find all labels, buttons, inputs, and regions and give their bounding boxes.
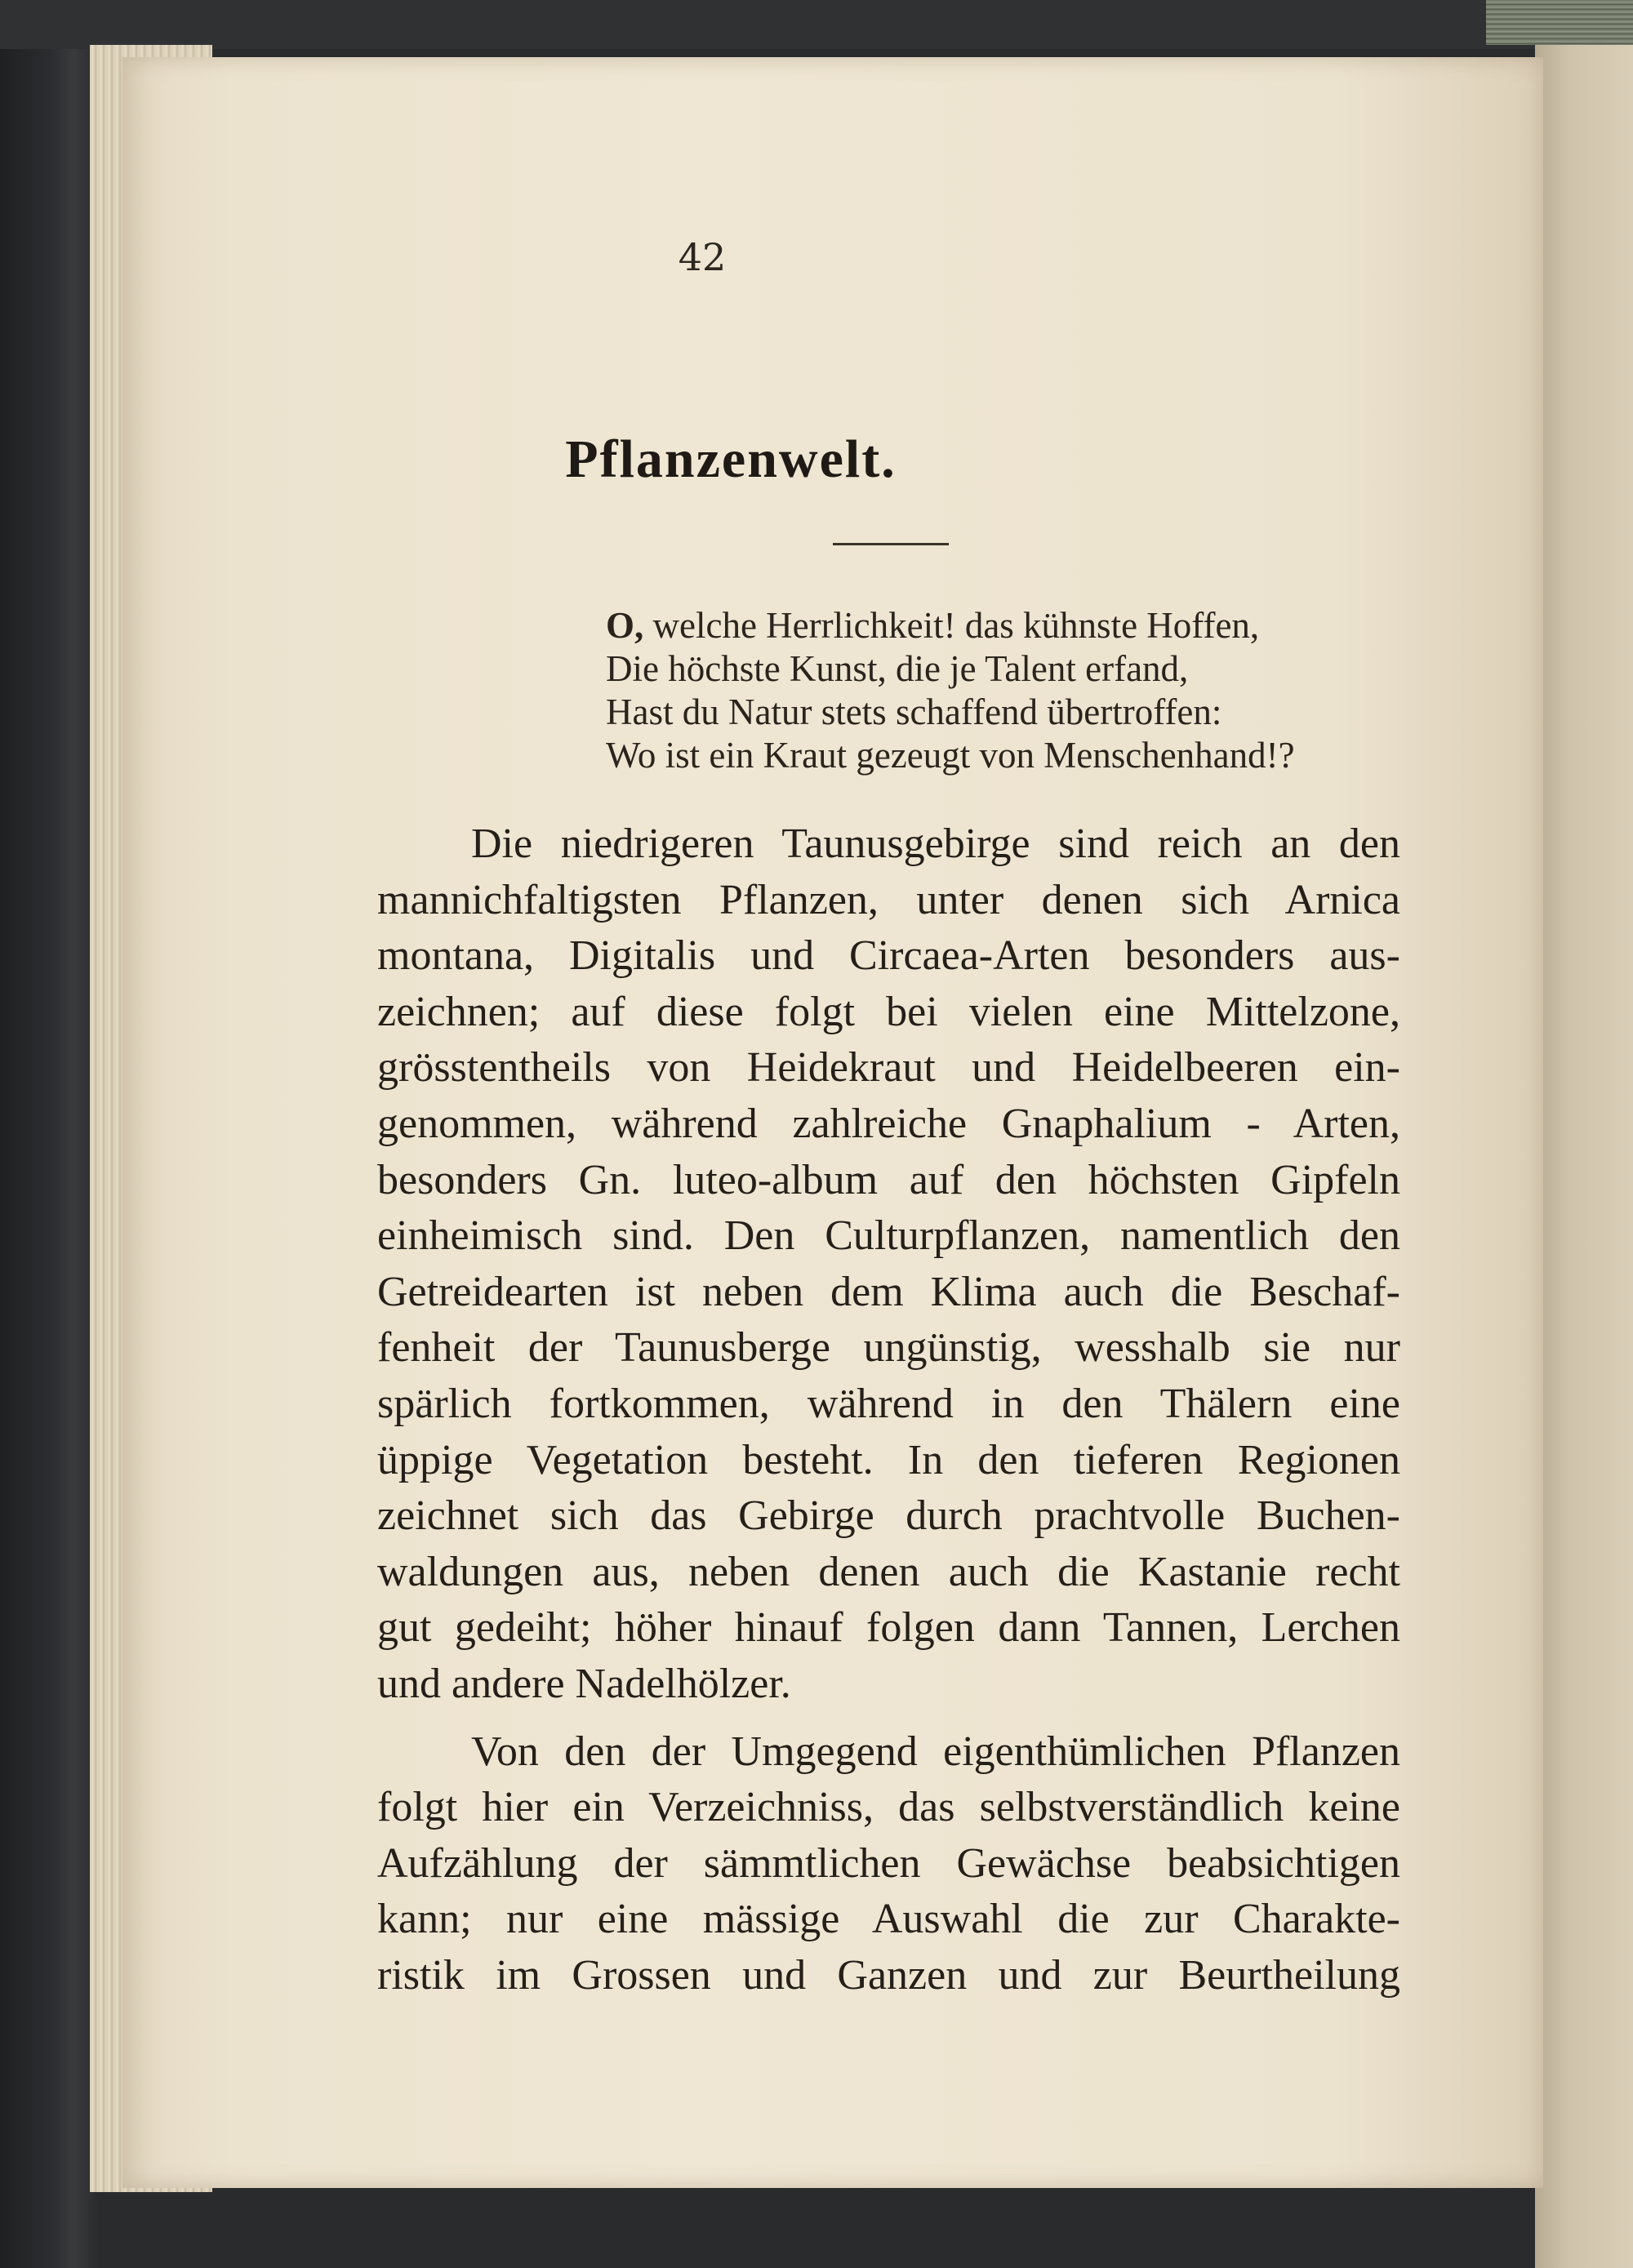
text-line: mannichfaltigsten Pflanzen, unter denen sich Arnica bbox=[377, 876, 1400, 923]
text-line: kann; nur eine mässige Auswahl die zur Charakte- bbox=[377, 1896, 1400, 1943]
book-page bbox=[122, 57, 1543, 2188]
text-line: folgt hier ein Verzeichniss, das selbstverständlich keine bbox=[377, 1784, 1400, 1831]
text-line: waldungen aus, neben denen auch die Kastanie recht bbox=[377, 1548, 1400, 1595]
paragraph-2 bbox=[377, 1724, 1400, 2004]
text-line: besonders Gn. luteo-album auf den höchsten Gipfeln bbox=[377, 1156, 1400, 1203]
poem-epigraph bbox=[606, 604, 1504, 777]
text-line: genommen, während zahlreiche Gnaphalium - Arten, bbox=[377, 1100, 1400, 1147]
text-line: Aufzählung der sämmtlichen Gewächse beabsichtigen bbox=[377, 1839, 1400, 1887]
page-number: 42 bbox=[678, 235, 727, 279]
text-line: ristik im Grossen und Ganzen und zur Beurtheilung bbox=[377, 1951, 1400, 1999]
text-line: Von den der Umgegend eigenthümlichen Pflanzen bbox=[471, 1728, 1400, 1775]
poem-initial: O, bbox=[606, 605, 644, 646]
poem-line: Wo ist ein Kraut gezeugt von Menschenhand!? bbox=[606, 735, 1295, 776]
text-line: montana, Digitalis und Circaea-Arten besonders aus- bbox=[377, 932, 1400, 980]
poem-line: O, welche Herrlichkeit! das kühnste Hoffen, bbox=[606, 605, 1260, 646]
facing-page-edge bbox=[1535, 0, 1633, 2268]
text-line: einheimisch sind. Den Culturpflanzen, namentlich den bbox=[377, 1212, 1400, 1260]
text-line: Die niedrigeren Taunusgebirge sind reich an den bbox=[471, 820, 1400, 867]
poem-line: Die höchste Kunst, die je Talent erfand, bbox=[606, 648, 1189, 689]
poem-line: Hast du Natur stets schaffend übertroffen: bbox=[606, 692, 1222, 732]
body-text bbox=[377, 816, 1400, 2003]
paragraph-1 bbox=[377, 816, 1400, 1713]
text-line: und andere Nadelhölzer. bbox=[377, 1660, 791, 1707]
text-line: spärlich fortkommen, während in den Thälern eine bbox=[377, 1380, 1400, 1427]
section-heading: Pflanzenwelt. bbox=[565, 429, 897, 489]
text-line: fenheit der Taunusberge ungünstig, wesshalb sie nur bbox=[377, 1324, 1400, 1372]
book-cover-top bbox=[0, 0, 1633, 49]
text-line: zeichnet sich das Gebirge durch prachtvolle Buchen- bbox=[377, 1492, 1400, 1540]
text-line: gut gedeiht; höher hinauf folgen dann Tannen, Lerchen bbox=[377, 1604, 1400, 1652]
heading-rule bbox=[833, 543, 949, 545]
text-line: zeichnen; auf diese folgt bei vielen eine Mittelzone, bbox=[377, 988, 1400, 1035]
facing-page-edge-top bbox=[1486, 0, 1633, 45]
text-line: grösstentheils von Heidekraut und Heidelbeeren ein- bbox=[377, 1044, 1400, 1092]
text-line: üppige Vegetation besteht. In den tieferen Regionen bbox=[377, 1436, 1400, 1483]
text-line: Getreidearten ist neben dem Klima auch die Beschaf- bbox=[377, 1268, 1400, 1315]
